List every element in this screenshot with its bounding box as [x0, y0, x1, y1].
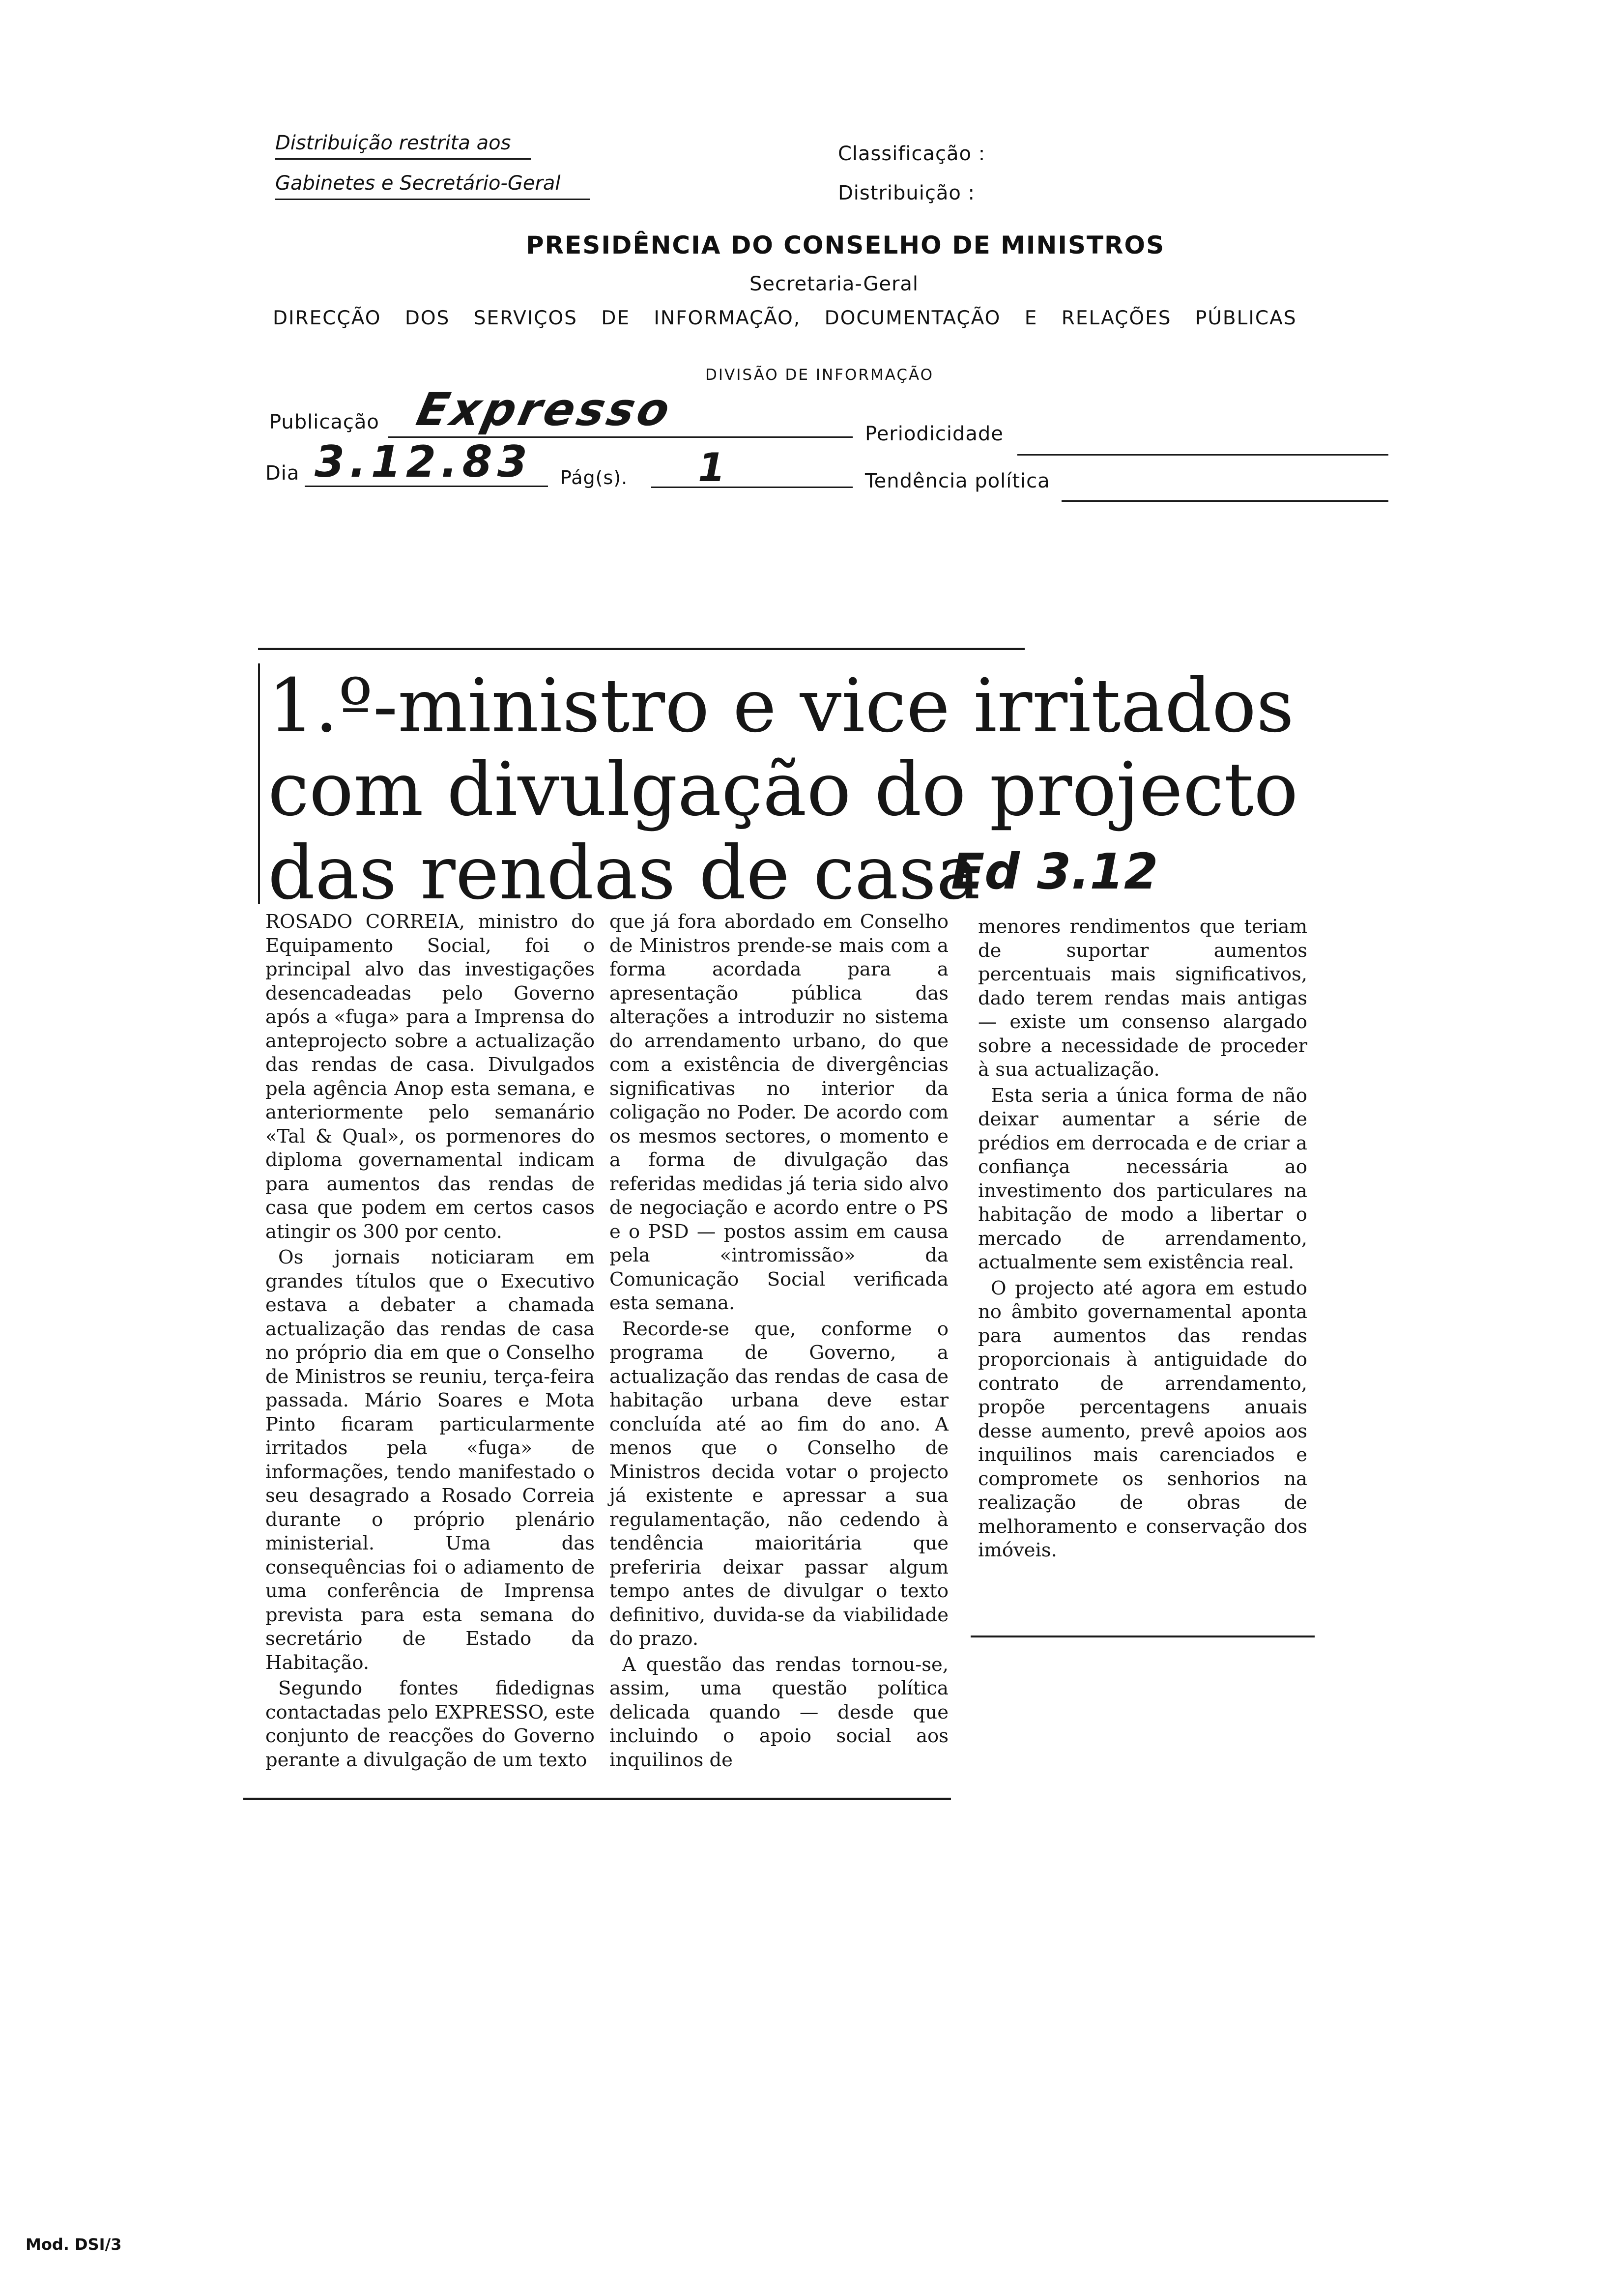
- article-column-3: [978, 915, 1307, 1565]
- article-top-rule: [258, 648, 1025, 650]
- restricted-underline-2: [275, 199, 590, 200]
- divisao-informacao: DIVISÃO DE INFORMAÇÃO: [705, 366, 934, 384]
- pags-handwritten-value: 1: [698, 445, 725, 490]
- periodicidade-label: Periodicidade: [865, 423, 1004, 445]
- presidencia-title: PRESIDÊNCIA DO CONSELHO DE MINISTROS: [526, 231, 1165, 259]
- column3-bottom-rule: [971, 1636, 1315, 1637]
- form-model-code: Mod. DSI/3: [26, 2235, 122, 2254]
- direccao-servicos: DIRECÇÃO DOS SERVIÇOS DE INFORMAÇÃO, DOCUMENTAÇÃO E RELAÇÕES PÚBLICAS: [273, 307, 1297, 329]
- dia-label: Dia: [265, 462, 300, 485]
- distribuicao-label: Distribuição :: [838, 182, 976, 204]
- article-headline-line3: das rendas de casa: [268, 831, 980, 916]
- restricted-underline-1: [275, 158, 531, 160]
- article-column-2: [609, 910, 949, 1774]
- margin-handwritten-date: Ed 3.12: [951, 843, 1158, 900]
- article-bottom-rule: [243, 1798, 951, 1800]
- restricted-distribution-line2: Gabinetes e Secretário-Geral: [275, 172, 561, 195]
- col2-paragraph-3: A questão das rendas tornou-se, assim, uma questão política delicada quando — desde que incluindo o apoio social aos inquilinos de: [609, 1653, 949, 1771]
- publicacao-label: Publicação: [269, 411, 379, 433]
- article-headline-line2: com divulgação do projecto: [268, 747, 1298, 832]
- restricted-distribution-line1: Distribuição restrita aos: [275, 132, 511, 154]
- col3-paragraph-1: menores rendimentos que teriam de suportar aumentos percentuais mais significativos, dado terem rendas mais antigas — existe um consenso alargado sobre a necessidade de proceder à sua actualização.: [978, 916, 1307, 1081]
- secretaria-geral: Secretaria-Geral: [749, 273, 919, 295]
- article-headline-line1: 1.º-ministro e vice irritados: [268, 663, 1295, 749]
- publicacao-handwritten-value: Expresso: [412, 383, 677, 436]
- pags-field-line: [651, 487, 853, 488]
- periodicidade-field-line: [1017, 454, 1388, 456]
- classificacao-label: Classificação :: [838, 143, 986, 165]
- col1-paragraph-1: ROSADO CORREIA, ministro do Equipamento Social, foi o principal alvo das investigações desencadeadas pelo Governo após a «fuga» para a Imprensa do anteprojecto sobre a actualização das rendas de casa. Divulgados pela agência Anop esta semana, e anteriormente pelo semanário «Tal & Qual», os pormenores do diploma governamental indicam para aumentos das rendas de casa que podem em certos casos atingir os 300 por cento.: [265, 911, 595, 1243]
- col1-paragraph-2: Os jornais noticiaram em grandes títulos que o Executivo estava a debater a chamada actualização das rendas de casa no próprio dia em que o Conselho de Ministros se reuniu, terça-feira passada. Mário Soares e Mota Pinto ficaram particularmente irritados pela «fuga» de informações, tendo manifestado o seu desagrado a Rosado Correia durante o próprio plenário ministerial. Uma das consequências foi o adiamento de uma conferência de Imprensa prevista para esta semana do secretário de Estado da Habitação.: [265, 1246, 595, 1674]
- col3-paragraph-2: Esta seria a única forma de não deixar aumentar a série de prédios em derrocada e de criar a confiança necessária ao investimento dos particulares na habitação de modo a libertar o mercado de arrendamento, actualmente sem existência real.: [978, 1084, 1307, 1273]
- article-column-1: [265, 910, 595, 1774]
- tendencia-field-line: [1062, 500, 1388, 502]
- col3-paragraph-3: O projecto até agora em estudo no âmbito governamental aponta para aumentos das rendas proporcionais à antiguidade do contrato de arrendamento, propõe percentagens anuais desse aumento, prevê apoios aos inquilinos mais carenciados e compromete os senhorios na realização de obras de melhoramento e conservação dos imóveis.: [978, 1277, 1307, 1561]
- dia-handwritten-value: 3.12.83: [315, 436, 533, 487]
- tendencia-label: Tendência política: [865, 470, 1050, 492]
- pags-label: Pág(s).: [560, 467, 628, 488]
- col1-paragraph-3: Segundo fontes fidedignas contactadas pelo EXPRESSO, este conjunto de reacções do Governo perante a divulgação de um texto: [265, 1677, 595, 1771]
- col2-paragraph-2: Recorde-se que, conforme o programa de Governo, a actualização das rendas de casa de habitação urbana deve estar concluída até ao fim do ano. A menos que o Conselho de Ministros decida votar o projecto já existente e apressar a sua regulamentação, não cedendo à tendência maioritária que preferiria deixar passar algum tempo antes de divulgar o texto definitivo, duvida-se da viabilidade do prazo.: [609, 1318, 949, 1650]
- col2-paragraph-1: que já fora abordado em Conselho de Ministros prende-se mais com a forma acordada para a apresentação pública das alterações a introduzir no sistema do arrendamento urbano, do que com a existência de divergências significativas no interior da coligação no Poder. De acordo com os mesmos sectores, o momento e a forma de divulgação das referidas medidas já teria sido alvo de negociação e acordo entre o PS e o PSD — postos assim em causa pela «intromissão» da Comunicação Social verificada esta semana.: [609, 911, 949, 1314]
- article-left-rule: [258, 663, 260, 904]
